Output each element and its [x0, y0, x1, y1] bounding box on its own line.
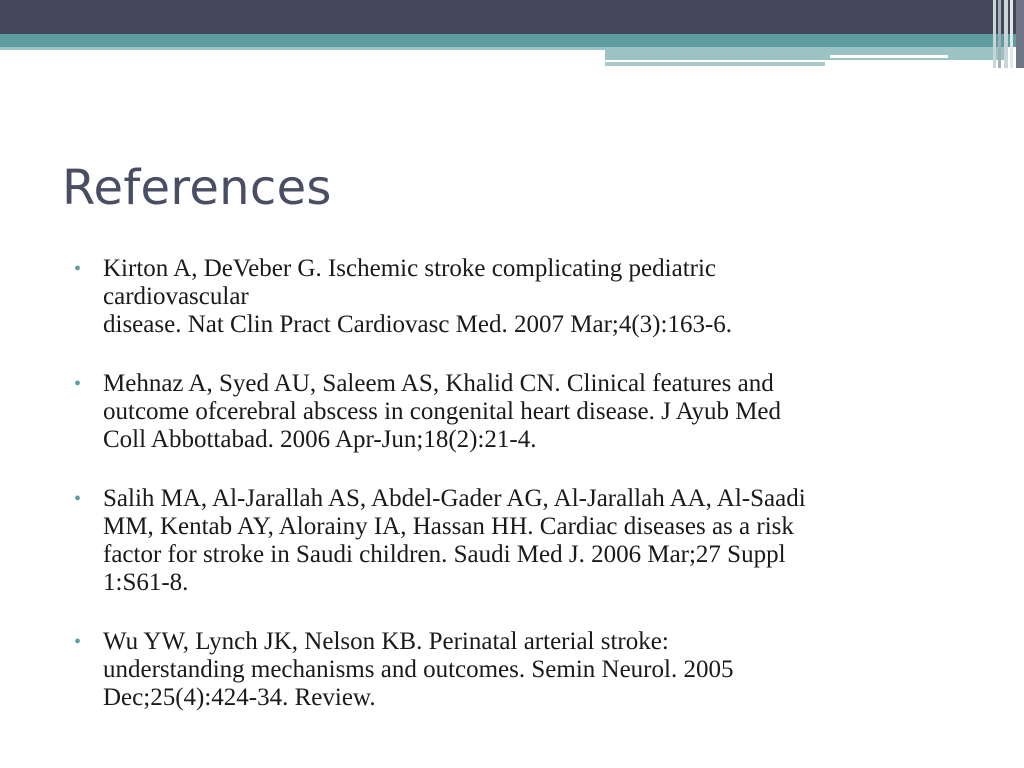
header-stripe	[998, 0, 1001, 68]
reference-line: Coll Abbottabad. 2006 Apr-Jun;18(2):21-4.	[103, 426, 537, 453]
reference-item	[74, 255, 974, 339]
reference-line: disease. Nat Clin Pract Cardiovasc Med. 2007 Mar;4(3):163-6.	[103, 311, 733, 338]
header-stripe	[1016, 0, 1024, 68]
header-stripe	[1010, 0, 1013, 68]
header-band-right-line	[605, 62, 825, 66]
reference-line: Dec;25(4):424-34. Review.	[103, 684, 376, 711]
reference-list	[74, 255, 974, 743]
header-band-teal-thin	[0, 47, 605, 50]
bullet-icon: •	[74, 373, 82, 395]
reference-line: understanding mechanisms and outcomes. Semin Neurol. 2005	[103, 656, 734, 683]
reference-line: MM, Kentab AY, Alorainy IA, Hassan HH. Cardiac diseases as a risk	[103, 513, 794, 540]
reference-line: Wu YW, Lynch JK, Nelson KB. Perinatal arterial stroke:	[103, 628, 669, 655]
reference-item	[74, 370, 974, 454]
header-band-dark	[0, 0, 1024, 34]
bullet-icon: •	[74, 258, 82, 280]
reference-item	[74, 485, 974, 597]
reference-line: outcome ofcerebral abscess in congenital heart disease. J Ayub Med	[103, 398, 782, 425]
header-band-right-line-highlight	[830, 55, 948, 58]
bullet-icon: •	[74, 488, 82, 510]
bullet-icon: •	[74, 631, 82, 653]
reference-line: factor for stroke in Saudi children. Saudi Med J. 2006 Mar;27 Suppl	[103, 541, 786, 568]
reference-line: 1:S61-8.	[103, 569, 189, 596]
reference-line: Mehnaz A, Syed AU, Saleem AS, Khalid CN. Clinical features and	[103, 370, 774, 397]
header-band-right-block	[605, 47, 1005, 60]
header-band-teal	[0, 34, 1024, 47]
slide-title: References	[62, 160, 332, 216]
reference-line: Kirton A, DeVeber G. Ischemic stroke complicating pediatric	[103, 255, 717, 282]
reference-line: Salih MA, Al-Jarallah AS, Abdel-Gader AG, Al-Jarallah AA, Al-Saadi	[103, 485, 806, 512]
header-stripe	[1004, 0, 1008, 68]
reference-line: cardiovascular	[103, 283, 249, 310]
header-stripe	[993, 0, 996, 68]
reference-item	[74, 628, 974, 712]
